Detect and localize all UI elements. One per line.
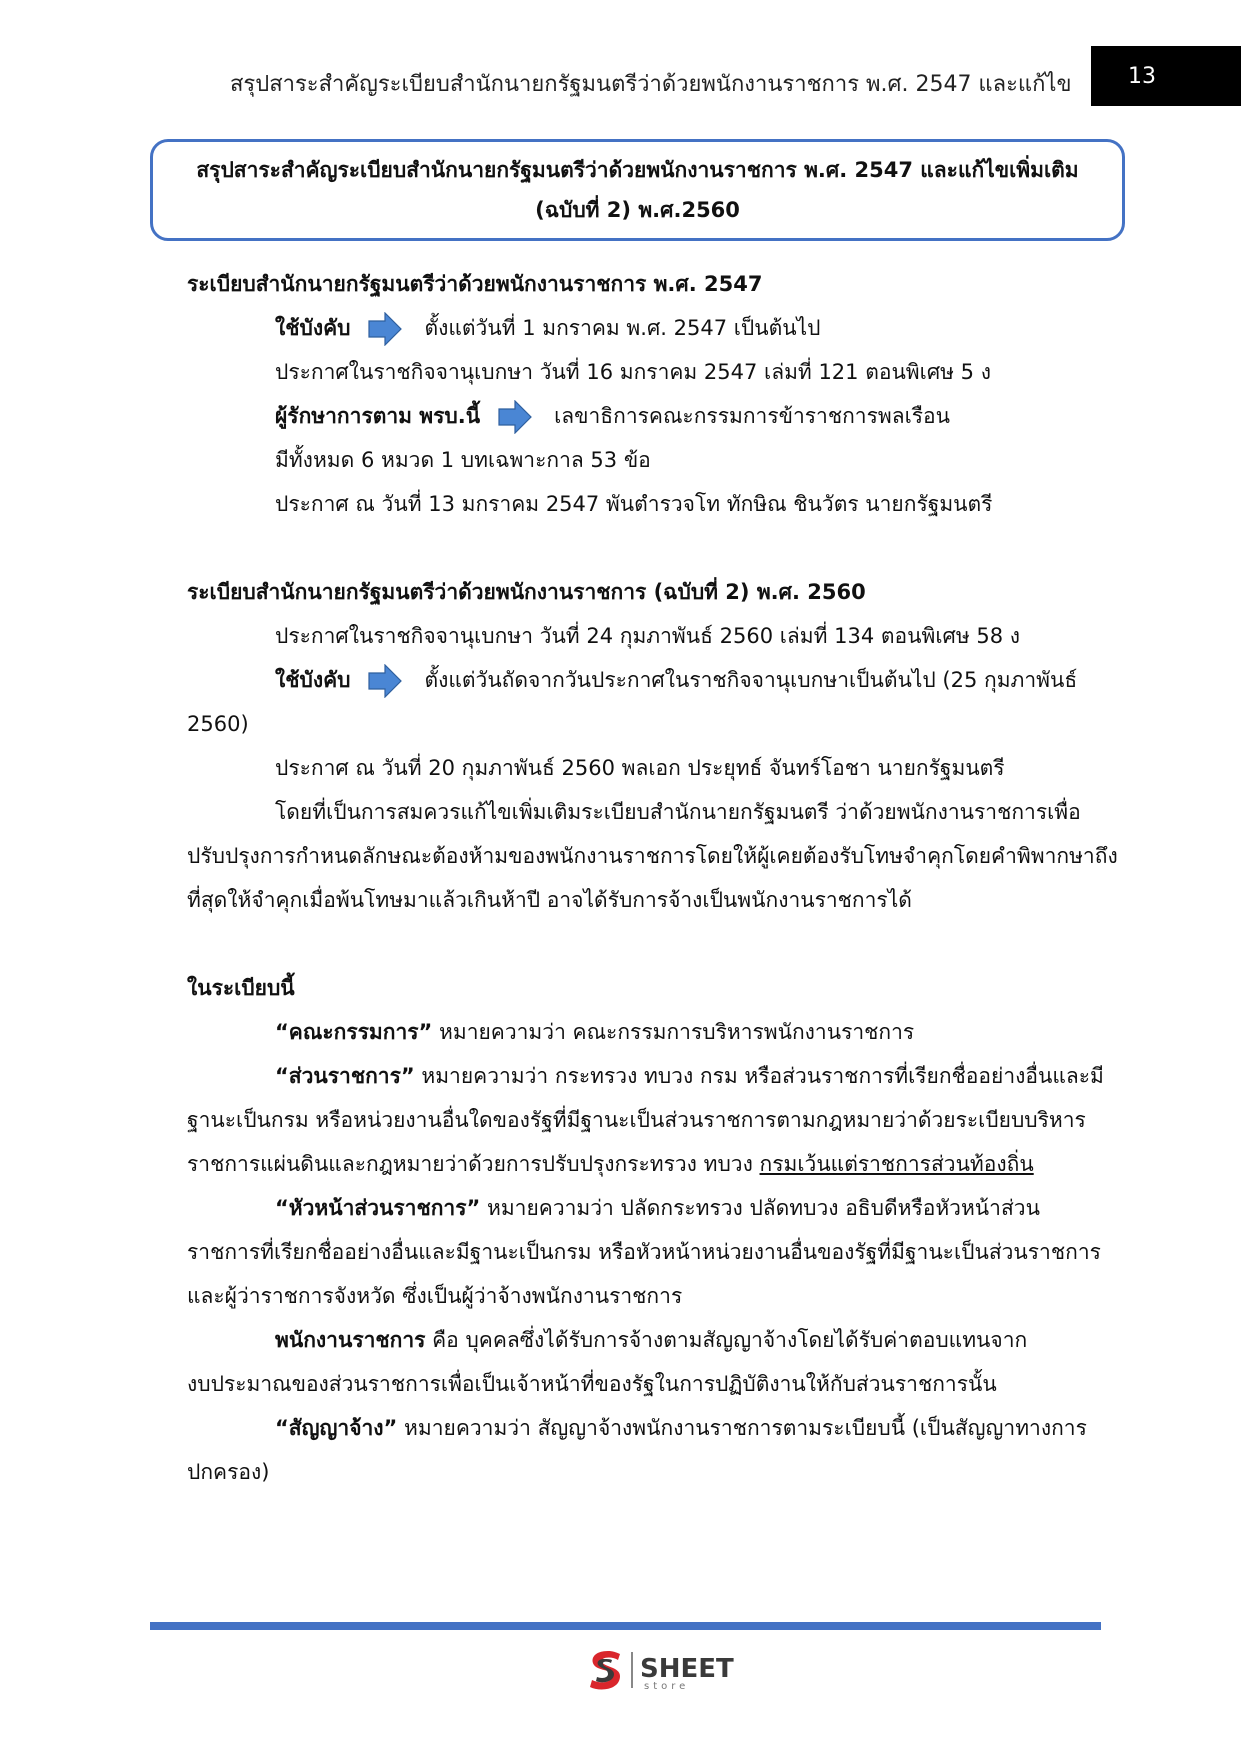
section2-effective: [187, 658, 1089, 702]
arrow-right-icon: [368, 312, 402, 346]
def-employee-1: คือ บุคคลซึ่งได้รับการจ้างตามสัญญาจ้างโดยได้รับค่าตอบแทนจาก: [432, 1328, 1028, 1352]
def-employee-2: งบประมาณของส่วนราชการเพื่อเป็นเจ้าหน้าที่ของรัฐในการปฏิบัติงานให้กับส่วนราชการนั้น: [187, 1372, 997, 1396]
title-box: [150, 139, 1125, 241]
term-head: “หัวหน้าส่วนราชการ”: [275, 1196, 481, 1220]
def-agency-3: [187, 1142, 1089, 1186]
title-line-1: สรุปสาระสำคัญระเบียบสำนักนายกรัฐมนตรีว่าด้วยพนักงานราชการ พ.ศ. 2547 และแก้ไขเพิ่มเติม: [196, 158, 1079, 182]
effective-text: ตั้งแต่วันถัดจากวันประกาศในราชกิจจานุเบกษาเป็นต้นไป (25 กุมภาพันธ์: [424, 668, 1078, 692]
def-committee: หมายความว่า คณะกรรมการบริหารพนักงานราชการ: [439, 1020, 915, 1044]
caretaker-label: ผู้รักษาการตาม พรบ.นี้: [275, 404, 481, 428]
definition-head: [187, 1186, 1089, 1230]
term-agency: “ส่วนราชการ”: [275, 1064, 415, 1088]
effective-label: ใช้บังคับ: [275, 316, 351, 340]
section2-announced: ประกาศ ณ วันที่ 20 กุมภาพันธ์ 2560 พลเอก ประยุทธ์ จันทร์โอชา นายกรัฐมนตรี: [275, 756, 1005, 780]
section1-effective: [187, 306, 1089, 350]
def-head-3: และผู้ว่าราชการจังหวัด ซึ่งเป็นผู้ว่าจ้างพนักงานราชการ: [187, 1284, 683, 1308]
caretaker-text: เลขาธิการคณะกรรมการข้าราชการพลเรือน: [554, 404, 950, 428]
term-contract: “สัญญาจ้าง”: [275, 1416, 398, 1440]
page-number: 13: [1091, 46, 1241, 106]
definition-agency: [187, 1054, 1104, 1098]
def-contract-2: ปกครอง): [187, 1460, 270, 1484]
arrow-right-icon: [368, 664, 402, 698]
definition-contract: [187, 1406, 1089, 1450]
section1-structure: มีทั้งหมด 6 หมวด 1 บทเฉพาะกาล 53 ข้อ: [275, 448, 651, 472]
term-employee: พนักงานราชการ: [275, 1328, 426, 1352]
footer-divider: [150, 1622, 1101, 1630]
section2-heading: ระเบียบสำนักนายกรัฐมนตรีว่าด้วยพนักงานราชการ (ฉบับที่ 2) พ.ศ. 2560: [187, 580, 866, 604]
section2-reason-3: ที่สุดให้จำคุกเมื่อพ้นโทษมาแล้วเกินห้าปี อาจได้รับการจ้างเป็นพนักงานราชการได้: [187, 888, 912, 912]
def-agency-3b: กรมเว้นแต่ราชการส่วนท้องถิ่น: [759, 1152, 1034, 1176]
def-head-1: หมายความว่า ปลัดกระทรวง ปลัดทบวง อธิบดีหรือหัวหน้าส่วน: [487, 1196, 1040, 1220]
effective-text: ตั้งแต่วันที่ 1 มกราคม พ.ศ. 2547 เป็นต้นไป: [424, 316, 821, 340]
definitions-heading: ในระเบียบนี้: [187, 976, 295, 1000]
def-contract-1: หมายความว่า สัญญาจ้างพนักงานราชการตามระเบียบนี้ (เป็นสัญญาทางการ: [404, 1416, 1087, 1440]
section1-heading: ระเบียบสำนักนายกรัฐมนตรีว่าด้วยพนักงานราชการ พ.ศ. 2547: [187, 272, 763, 296]
term-committee: “คณะกรรมการ”: [275, 1020, 433, 1044]
effective-label: ใช้บังคับ: [275, 668, 351, 692]
sheet-store-logo: [578, 1645, 743, 1695]
section1-gazette: ประกาศในราชกิจจานุเบกษา วันที่ 16 มกราคม 2547 เล่มที่ 121 ตอนพิเศษ 5 ง: [275, 360, 991, 384]
logo-subtext: store: [644, 1681, 690, 1692]
arrow-right-icon: [498, 400, 532, 434]
section2-gazette: ประกาศในราชกิจจานุเบกษา วันที่ 24 กุมภาพันธ์ 2560 เล่มที่ 134 ตอนพิเศษ 58 ง: [275, 624, 1021, 648]
section1-caretaker: [187, 394, 1089, 438]
document-body: [187, 262, 1118, 1494]
def-head-2: ราชการที่เรียกชื่ออย่างอื่นและมีฐานะเป็นกรม หรือหัวหน้าหน่วยงานอื่นของรัฐที่มีฐานะเป็นส่วนราชการ: [187, 1240, 1101, 1264]
definition-committee: [187, 1010, 1089, 1054]
running-header: สรุปสาระสำคัญระเบียบสำนักนายกรัฐมนตรีว่าด้วยพนักงานราชการ พ.ศ. 2547 และแก้ไข: [230, 72, 1072, 97]
def-agency-2: ฐานะเป็นกรม หรือหน่วยงานอื่นใดของรัฐที่มีฐานะเป็นส่วนราชการตามกฎหมายว่าด้วยระเบียบบริหาร: [187, 1108, 1086, 1132]
def-agency-3a: ราชการแผ่นดินและกฎหมายว่าด้วยการปรับปรุงกระทรวง ทบวง: [187, 1152, 753, 1176]
section2-reason-2: ปรับปรุงการกำหนดลักษณะต้องห้ามของพนักงานราชการโดยให้ผู้เคยต้องรับโทษจำคุกโดยคำพิพากษาถึง: [187, 844, 1118, 868]
section2-effective-cont: 2560): [187, 712, 249, 736]
section2-reason-1: โดยที่เป็นการสมควรแก้ไขเพิ่มเติมระเบียบสำนักนายกรัฐมนตรี ว่าด้วยพนักงานราชการเพื่อ: [275, 800, 1081, 824]
definition-employee: [187, 1318, 1089, 1362]
logo-text: SHEET: [640, 1654, 734, 1684]
section1-announced: ประกาศ ณ วันที่ 13 มกราคม 2547 พันตำรวจโท ทักษิณ ชินวัตร นายกรัฐมนตรี: [275, 492, 993, 516]
def-agency-1: หมายความว่า กระทรวง ทบวง กรม หรือส่วนราชการที่เรียกชื่ออย่างอื่นและมี: [421, 1064, 1104, 1088]
title-line-2: (ฉบับที่ 2) พ.ศ.2560: [535, 198, 740, 222]
